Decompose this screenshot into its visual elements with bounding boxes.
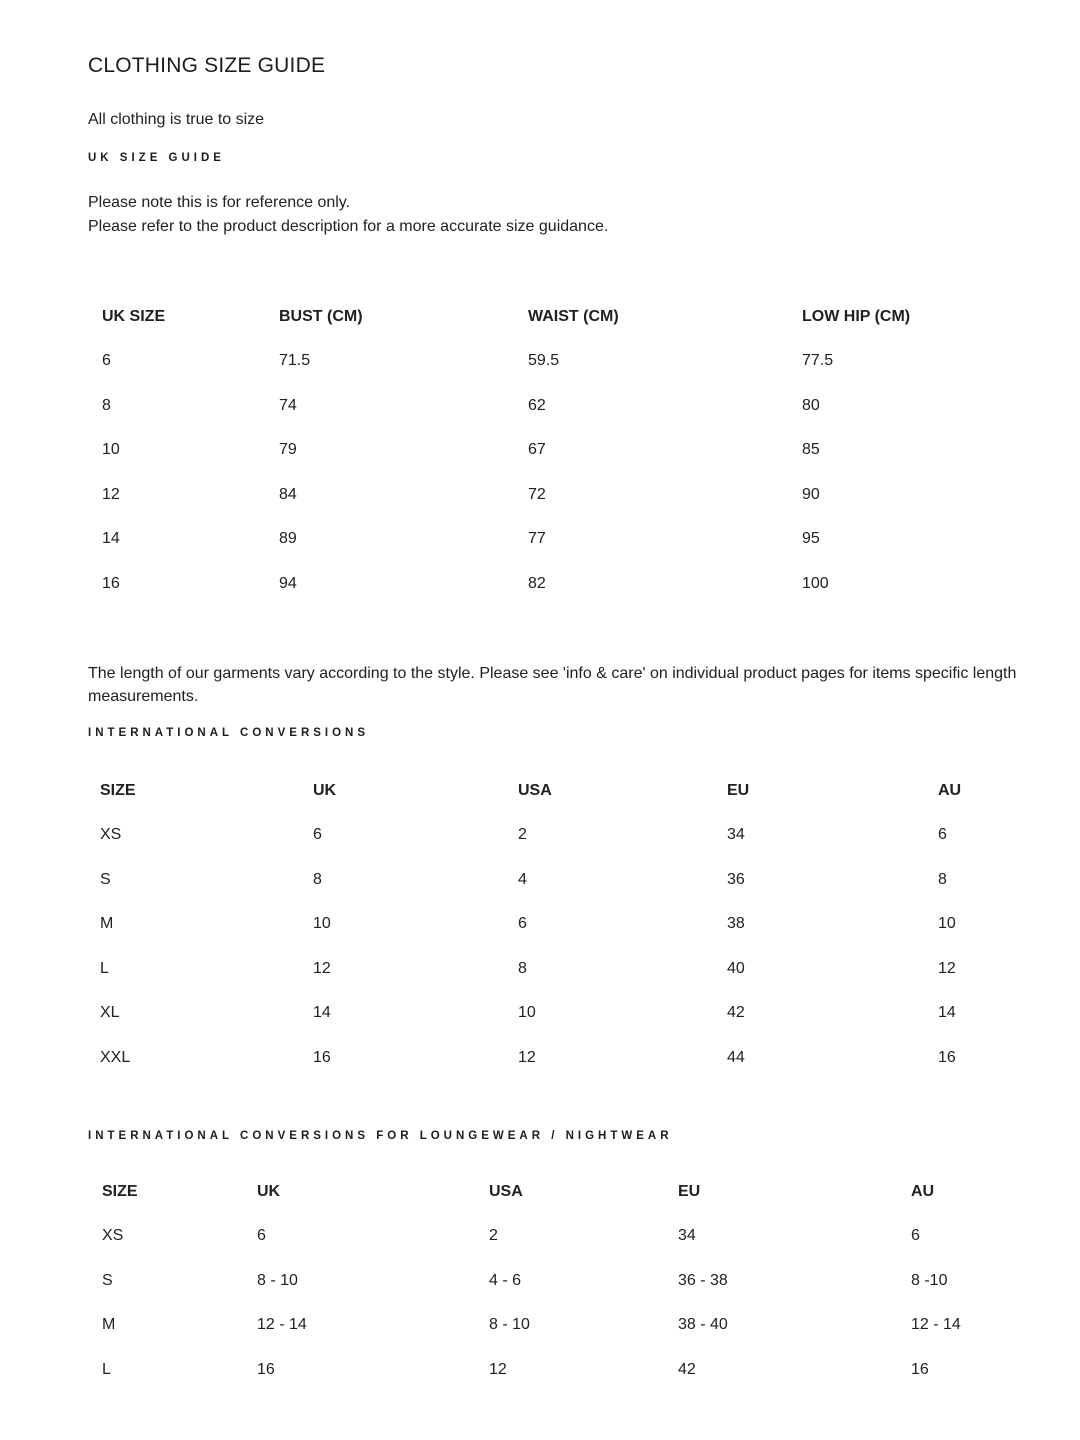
table-cell: XS: [102, 1227, 124, 1245]
table-cell: 82: [528, 574, 546, 592]
table-cell: 34: [678, 1227, 696, 1245]
table-header-row: [102, 295, 984, 339]
column-header: SIZE: [102, 1183, 138, 1200]
table-cell: 10: [518, 1004, 536, 1022]
table-row: [100, 858, 985, 903]
table-cell: S: [102, 1271, 113, 1289]
table-cell: 62: [528, 396, 546, 414]
table-header-row: [102, 1170, 985, 1214]
table-cell: XS: [100, 826, 122, 844]
column-header: SIZE: [100, 782, 136, 799]
table-cell: 100: [802, 574, 829, 592]
table-cell: 67: [528, 441, 546, 459]
table-cell: M: [100, 915, 114, 933]
column-header: WAIST (CM): [528, 308, 619, 325]
table-cell: 10: [102, 441, 120, 459]
table-cell: 90: [802, 485, 820, 503]
table-row: [100, 991, 985, 1036]
table-cell: 89: [279, 530, 297, 548]
table-row: [102, 517, 984, 562]
table-cell: M: [102, 1316, 116, 1334]
column-header: UK: [257, 1183, 281, 1200]
table-cell: XXL: [100, 1048, 131, 1066]
table-cell: 84: [279, 485, 297, 503]
length-note: [88, 662, 1050, 708]
table-row: [102, 1214, 985, 1259]
table-cell: 16: [257, 1360, 275, 1378]
table-cell: 4 - 6: [489, 1271, 522, 1289]
table-cell: 77: [528, 530, 546, 548]
table-cell: 8 - 10: [257, 1271, 298, 1289]
reference-note-line-2: Please refer to the product description for a more accurate size guidance.: [88, 218, 609, 235]
table-cell: 74: [279, 396, 297, 414]
table-cell: 16: [102, 574, 120, 592]
table-row: [102, 473, 984, 518]
table-cell: 71.5: [279, 352, 311, 370]
table-row: [100, 813, 985, 858]
table-cell: 42: [727, 1004, 745, 1022]
table-cell: 79: [279, 441, 297, 459]
table-cell: 59.5: [528, 352, 560, 370]
table-cell: 12 - 14: [911, 1316, 961, 1334]
loungewear-conversions-table: [102, 1170, 985, 1392]
table-cell: 77.5: [802, 352, 834, 370]
table-cell: 12: [489, 1360, 507, 1378]
table-cell: 12: [102, 485, 120, 503]
column-header: AU: [911, 1183, 935, 1200]
table-cell: 12: [518, 1048, 536, 1066]
table-cell: 6: [313, 826, 322, 844]
loungewear-conversions-heading: INTERNATIONAL CONVERSIONS FOR LOUNGEWEAR / NIGHTWEAR: [88, 1130, 673, 1142]
table-cell: L: [100, 959, 109, 977]
international-conversions-heading: INTERNATIONAL CONVERSIONS: [88, 727, 370, 739]
column-header: EU: [727, 782, 750, 799]
column-header: LOW HIP (CM): [802, 308, 911, 325]
table-cell: 72: [528, 485, 546, 503]
table-cell: 6: [257, 1227, 266, 1245]
table-cell: 2: [489, 1227, 498, 1245]
column-header: EU: [678, 1183, 701, 1200]
table-row: [102, 428, 984, 473]
table-cell: 6: [911, 1227, 920, 1245]
table-cell: 85: [802, 441, 820, 459]
table-row: [100, 1036, 985, 1081]
table-cell: 8 -10: [911, 1271, 948, 1289]
table-cell: 2: [518, 826, 527, 844]
table-cell: 94: [279, 574, 297, 592]
table-cell: 8: [313, 870, 322, 888]
table-cell: 8 - 10: [489, 1316, 530, 1334]
page-title: CLOTHING SIZE GUIDE: [88, 54, 326, 77]
table-cell: 12 - 14: [257, 1316, 307, 1334]
table-cell: 12: [313, 959, 331, 977]
table-cell: 8: [938, 870, 947, 888]
table-cell: 34: [727, 826, 745, 844]
table-cell: 6: [518, 915, 527, 933]
table-cell: 38: [727, 915, 745, 933]
uk-size-guide-heading: UK SIZE GUIDE: [88, 152, 225, 164]
table-cell: 40: [727, 959, 745, 977]
reference-note: [88, 191, 1050, 239]
table-row: [100, 947, 985, 992]
column-header: UK: [313, 782, 337, 799]
table-cell: 6: [102, 352, 111, 370]
table-cell: 16: [938, 1048, 956, 1066]
table-row: [102, 384, 984, 429]
length-note-line-1: The length of our garments vary according to the style. Please see 'info & care' on individual product pages for items specific length: [88, 665, 1017, 682]
table-cell: 6: [938, 826, 947, 844]
table-cell: 36 - 38: [678, 1271, 728, 1289]
column-header: USA: [518, 782, 552, 799]
table-cell: 14: [313, 1004, 331, 1022]
international-conversions-table: [100, 769, 985, 1080]
reference-note-line-1: Please note this is for reference only.: [88, 194, 351, 211]
intro-text: All clothing is true to size: [88, 111, 265, 128]
table-cell: 16: [313, 1048, 331, 1066]
table-row: [102, 562, 984, 607]
column-header: AU: [938, 782, 962, 799]
table-row: [100, 902, 985, 947]
table-cell: 8: [102, 396, 111, 414]
uk-size-table: [102, 295, 984, 606]
table-cell: 44: [727, 1048, 745, 1066]
table-cell: 14: [938, 1004, 956, 1022]
table-cell: L: [102, 1360, 111, 1378]
table-cell: 12: [938, 959, 956, 977]
table-cell: 42: [678, 1360, 696, 1378]
table-cell: 80: [802, 396, 820, 414]
table-row: [102, 1348, 985, 1393]
column-header: BUST (CM): [279, 308, 363, 325]
column-header: USA: [489, 1183, 523, 1200]
table-cell: 4: [518, 870, 527, 888]
table-cell: XL: [100, 1004, 120, 1022]
table-row: [102, 1303, 985, 1348]
table-cell: 38 - 40: [678, 1316, 728, 1334]
table-cell: 14: [102, 530, 120, 548]
table-cell: 8: [518, 959, 527, 977]
table-header-row: [100, 769, 985, 813]
table-cell: 16: [911, 1360, 929, 1378]
column-header: UK SIZE: [102, 308, 166, 325]
table-row: [102, 339, 984, 384]
table-row: [102, 1259, 985, 1304]
table-cell: 10: [313, 915, 331, 933]
table-cell: 10: [938, 915, 956, 933]
table-cell: 95: [802, 530, 820, 548]
table-cell: 36: [727, 870, 745, 888]
length-note-line-2: measurements.: [88, 688, 199, 705]
table-cell: S: [100, 870, 111, 888]
